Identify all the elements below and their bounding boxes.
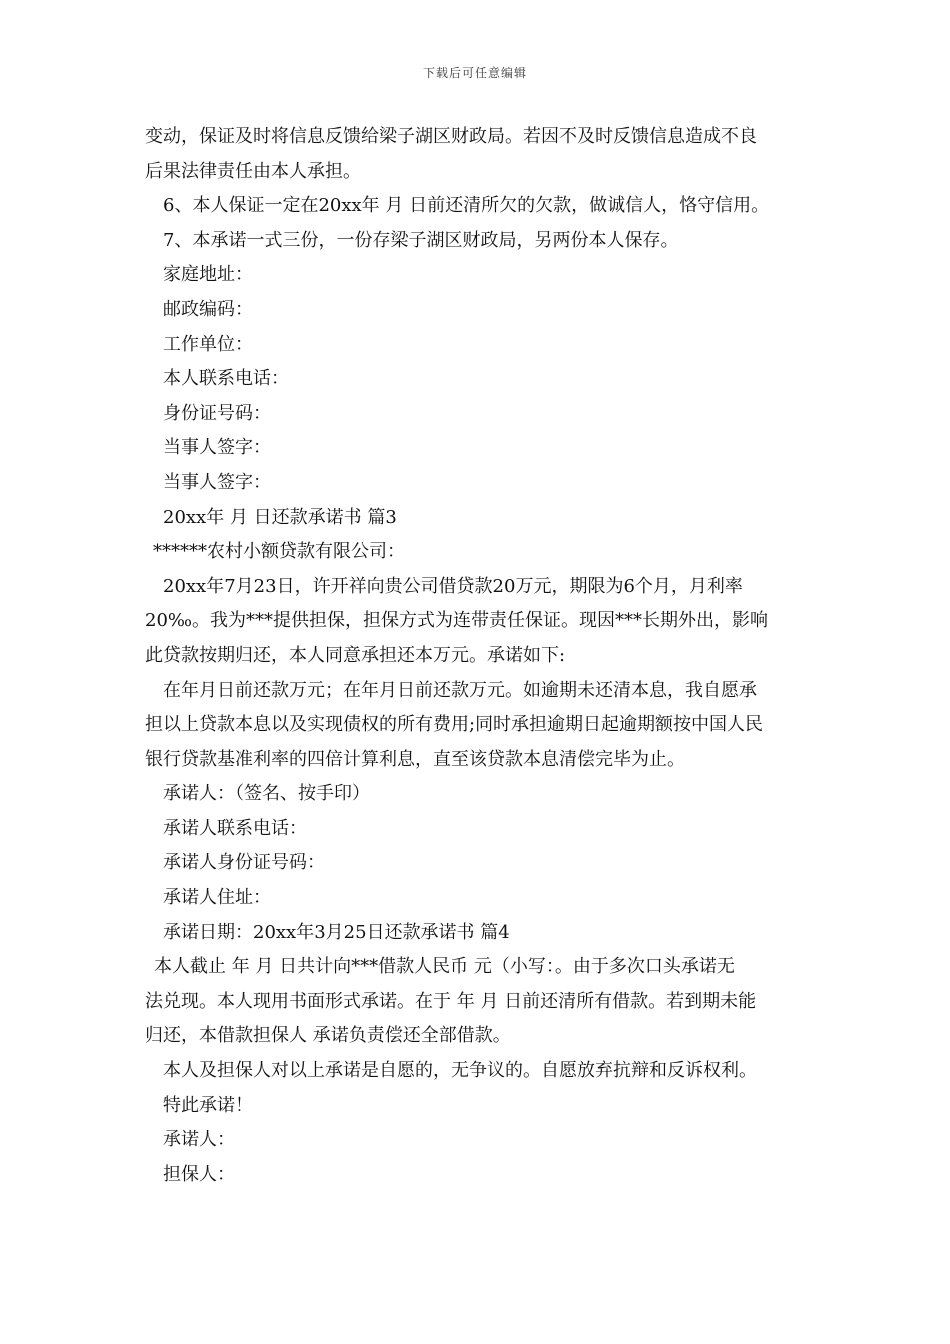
paragraph-line: 法兑现。本人现用书面形式承诺。在于 年 月 日前还清所有借款。若到期未能 — [145, 990, 757, 1012]
paragraph-line: 归还，本借款担保人 承诺负责偿还全部借款。 — [145, 1025, 511, 1047]
addressee: ******农村小额贷款有限公司： — [153, 541, 405, 563]
page-header: 下载后可任意编辑 — [422, 66, 527, 80]
form-field-label: 邮政编码： — [163, 298, 253, 320]
form-field-label: 承诺人住址： — [163, 887, 271, 909]
form-field-label: 家庭地址： — [163, 264, 253, 286]
paragraph-line: 在年月日前还款万元；在年月日前还款万元。如逾期未还清本息，我自愿承 — [163, 679, 757, 701]
form-field-label: 承诺人联系电话： — [163, 817, 307, 839]
paragraph-line: 本人及担保人对以上承诺是自愿的，无争议的。自愿放弃抗辩和反诉权利。 — [163, 1060, 757, 1082]
form-field-label: 身份证号码： — [163, 402, 271, 424]
paragraph-line: 担以上贷款本息以及实现债权的所有费用;同时承担逾期日起逾期额按中国人民 — [145, 714, 764, 736]
closing-line: 特此承诺！ — [163, 1094, 253, 1116]
form-field-label: 承诺人身份证号码： — [163, 852, 325, 874]
paragraph-line: 银行贷款基准利率的四倍计算利息，直至该贷款本息清偿完毕为止。 — [145, 748, 685, 770]
section-title: 20xx年 月 日还款承诺书 篇3 — [163, 506, 397, 528]
form-field-label: 工作单位： — [163, 333, 253, 355]
document-body — [145, 120, 810, 1192]
paragraph-line: 20‰。我为***提供担保，担保方式为连带责任保证。现因***长期外出，影响 — [145, 610, 769, 632]
paragraph-line: 本人截止 年 月 日共计向***借款人民币 元（小写：。由于多次口头承诺无 — [154, 956, 735, 978]
paragraph-line: 变动，保证及时将信息反馈给梁子湖区财政局。若因不及时反馈信息造成不良 — [145, 126, 757, 147]
section-title: 承诺日期：20xx年3月25日还款承诺书 篇4 — [163, 921, 510, 943]
paragraph-line: 此贷款按期归还，本人同意承担还本万元。承诺如下: — [145, 644, 566, 666]
paragraph-line: 6、本人保证一定在20xx年 月 日前还清所欠的欠款，做诚信人，恪守信用。 — [163, 195, 770, 217]
form-field-label: 本人联系电话： — [163, 368, 289, 390]
paragraph-line: 后果法律责任由本人承担。 — [145, 160, 361, 182]
signature-label: 当事人签字： — [163, 437, 271, 459]
paragraph-line: 7、本承诺一式三份，一份存梁子湖区财政局，另两份本人保存。 — [163, 229, 679, 251]
signature-label: 承诺人：（签名、按手印） — [163, 783, 370, 805]
signature-label: 当事人签字： — [163, 471, 271, 493]
signature-label: 担保人： — [163, 1163, 235, 1185]
signature-label: 承诺人： — [163, 1129, 235, 1151]
paragraph-line: 20xx年7月23日，许开祥向贵公司借贷款20万元，期限为6个月，月利率 — [163, 575, 743, 597]
